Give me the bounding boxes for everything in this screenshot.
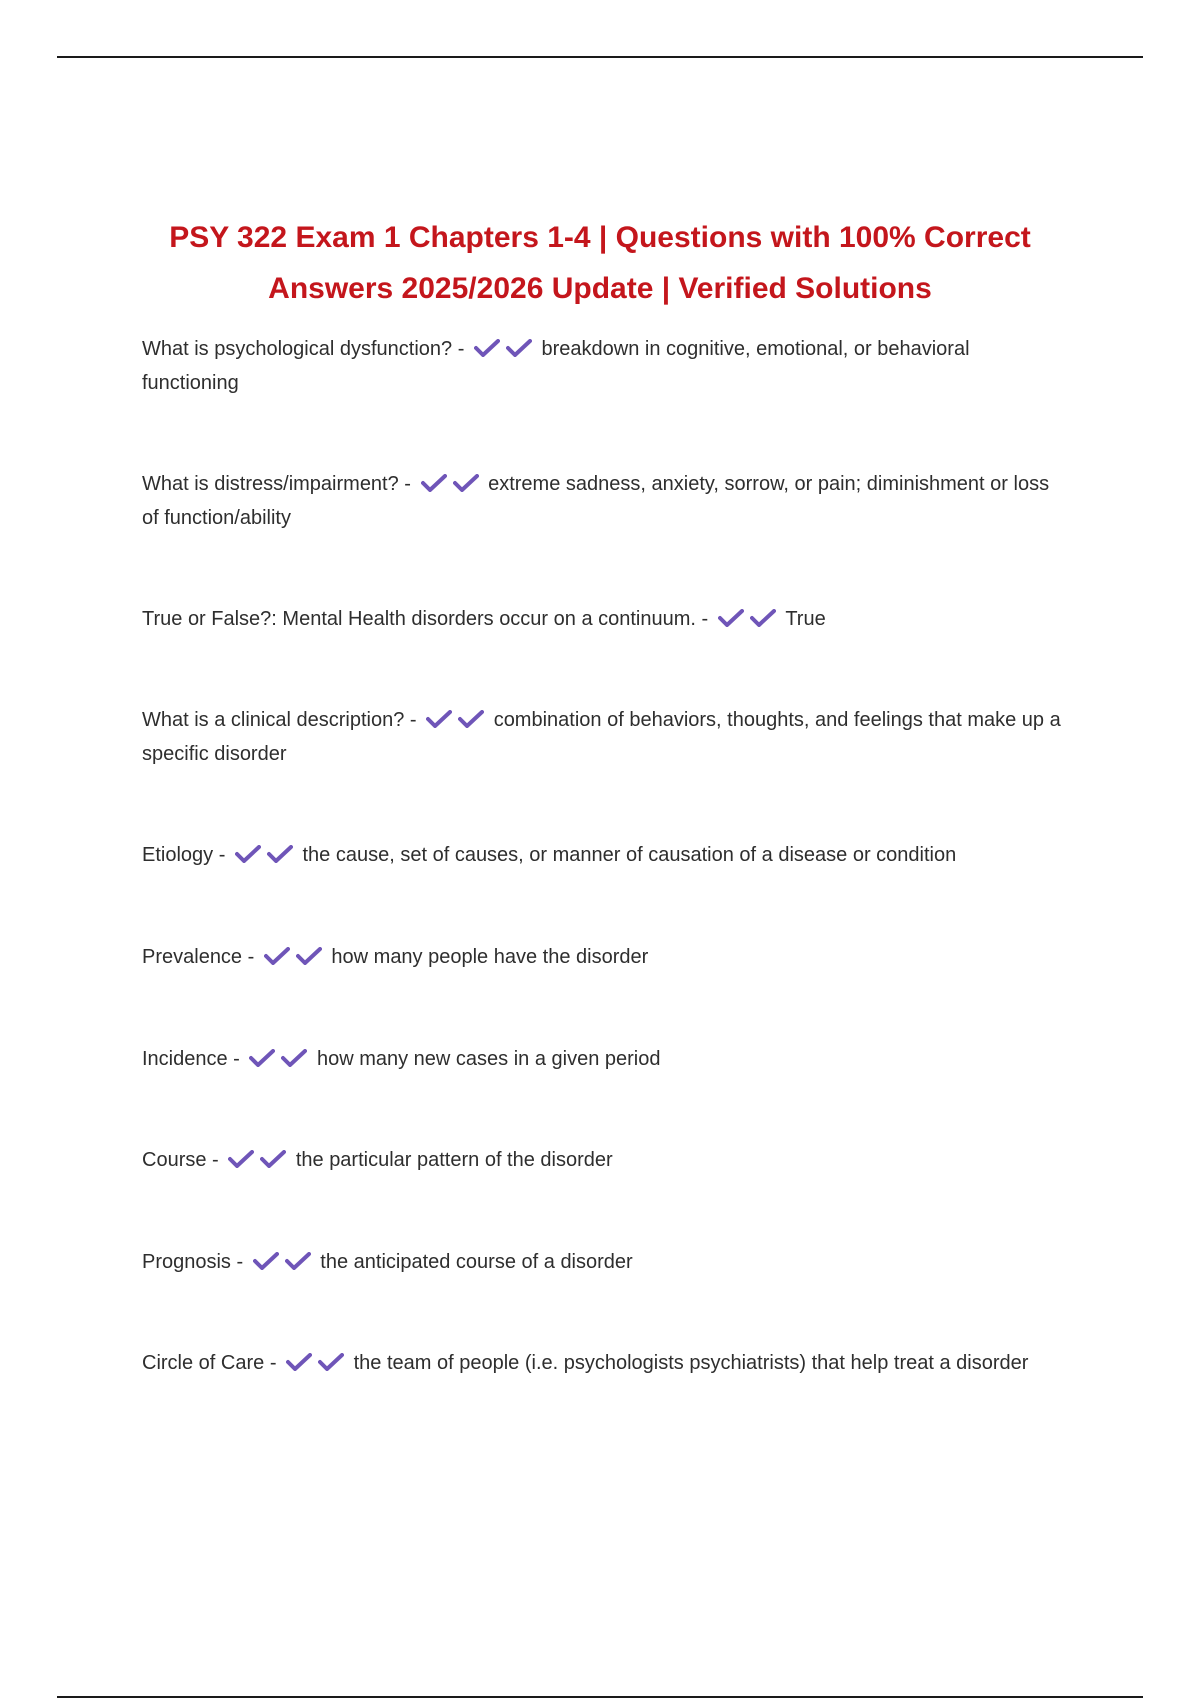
document-title: PSY 322 Exam 1 Chapters 1-4 | Questions with 100% Correct Answers 2025/2026 Update | Verified Solutions	[169, 221, 1031, 305]
answer-text: the anticipated course of a disorder	[320, 1251, 633, 1273]
qa-item	[142, 703, 1062, 771]
answer-text: how many people have the disorder	[331, 946, 649, 968]
answer-text: how many new cases in a given period	[316, 1048, 661, 1070]
question-text: True or False?: Mental Health disorders occur on a continuum. -	[142, 608, 709, 630]
check-icon	[235, 845, 261, 863]
qa-item	[142, 1042, 1062, 1076]
check-icon	[718, 609, 744, 627]
qa-item	[142, 1143, 1062, 1177]
check-icon	[285, 1252, 311, 1270]
check-icon	[296, 947, 322, 965]
check-icon	[426, 710, 452, 728]
question-text: What is a clinical description? -	[142, 709, 417, 731]
bottom-rule	[57, 1696, 1143, 1698]
check-icon	[506, 339, 532, 357]
check-icon	[750, 609, 776, 627]
check-icon	[453, 474, 479, 492]
qa-list	[142, 332, 1062, 1380]
qa-item	[142, 602, 1062, 636]
answer-text: True	[785, 608, 826, 630]
question-text: What is distress/impairment? -	[142, 473, 411, 495]
question-text: Etiology -	[142, 844, 226, 866]
qa-item	[142, 940, 1062, 974]
qa-item	[142, 467, 1062, 535]
question-text: Incidence -	[142, 1048, 240, 1070]
answer-text: the particular pattern of the disorder	[295, 1149, 613, 1171]
check-icon	[318, 1353, 344, 1371]
question-text: Prognosis -	[142, 1251, 244, 1273]
top-rule	[57, 56, 1143, 58]
qa-item	[142, 1346, 1062, 1380]
answer-text: combination of behaviors, thoughts, and feelings that make up a specific disorder	[142, 709, 1061, 765]
check-icon	[281, 1049, 307, 1067]
check-icon	[421, 474, 447, 492]
check-icon	[260, 1150, 286, 1168]
check-icon	[267, 845, 293, 863]
answer-text: extreme sadness, anxiety, sorrow, or pain; diminishment or loss of function/ability	[142, 473, 1050, 529]
question-text: Prevalence -	[142, 946, 255, 968]
check-icon	[253, 1252, 279, 1270]
qa-item	[142, 332, 1062, 400]
qa-item	[142, 1245, 1062, 1279]
check-icon	[458, 710, 484, 728]
qa-item	[142, 838, 1062, 872]
check-icon	[286, 1353, 312, 1371]
check-icon	[249, 1049, 275, 1067]
answer-text: the cause, set of causes, or manner of causation of a disease or condition	[302, 844, 957, 866]
check-icon	[228, 1150, 254, 1168]
answer-text: the team of people (i.e. psychologists psychiatrists) that help treat a disorder	[353, 1352, 1029, 1374]
question-text: Course -	[142, 1149, 219, 1171]
answer-text: breakdown in cognitive, emotional, or behavioral functioning	[142, 338, 970, 394]
question-text: Circle of Care -	[142, 1352, 277, 1374]
check-icon	[474, 339, 500, 357]
check-icon	[264, 947, 290, 965]
question-text: What is psychological dysfunction? -	[142, 338, 465, 360]
